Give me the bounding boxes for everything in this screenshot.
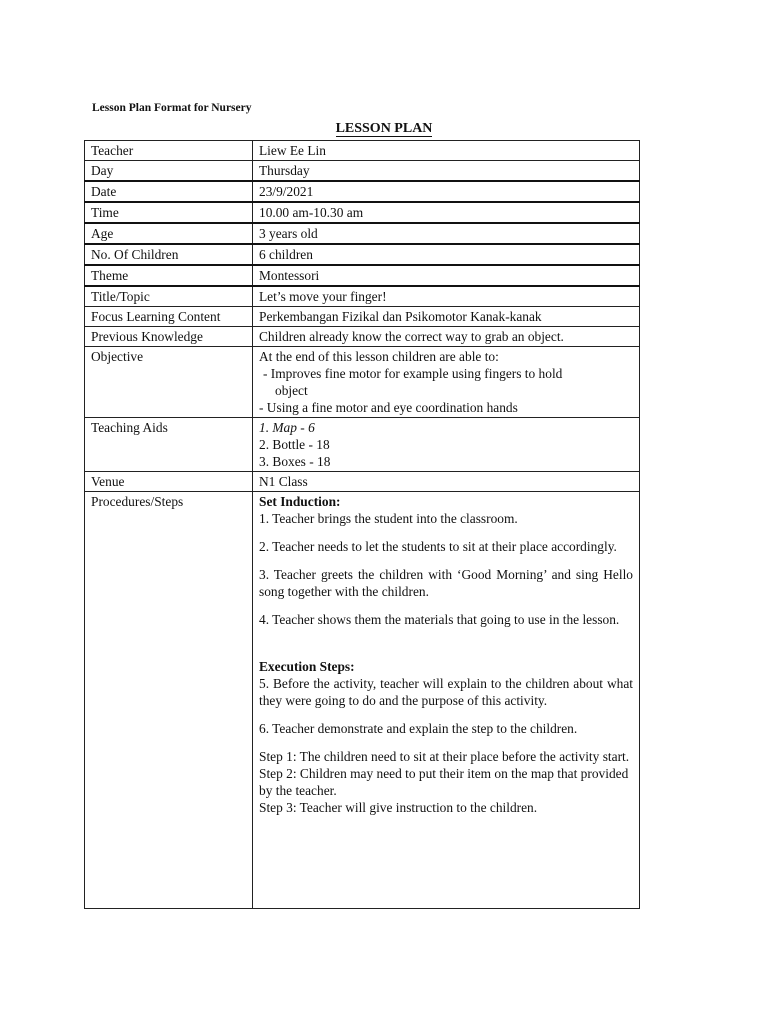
row-label: Date — [85, 181, 253, 202]
row-value: Perkembangan Fizikal dan Psikomotor Kanak-kanak — [253, 307, 640, 327]
procedure-step: 4. Teacher shows them the materials that going to use in the lesson. — [259, 612, 620, 627]
aid-item: 3. Boxes - 18 — [259, 454, 331, 469]
aid-item: 2. Bottle - 18 — [259, 437, 330, 452]
objective-cell — [253, 347, 640, 418]
row-label: Title/Topic — [85, 286, 253, 307]
procedure-step: 2. Teacher needs to let the students to sit at their place accordingly. — [259, 539, 617, 554]
table-row-focus — [85, 307, 640, 327]
activity-step: Step 1: The children need to sit at their place before the activity start. — [259, 749, 630, 764]
objective-item-1-cont: object — [275, 383, 308, 398]
objective-item-1: - Improves fine motor for example using fingers to hold — [263, 366, 563, 381]
teaching-aids-cell — [253, 418, 640, 472]
row-value: N1 Class — [253, 472, 640, 492]
table-row-previous-knowledge — [85, 327, 640, 347]
row-value: Thursday — [253, 161, 640, 182]
row-value: Let’s move your finger! — [253, 286, 640, 307]
table-row-teacher — [85, 141, 640, 161]
row-value: Liew Ee Lin — [253, 141, 640, 161]
row-value: Montessori — [253, 265, 640, 286]
row-value: 3 years old — [253, 223, 640, 244]
table-row-day — [85, 161, 640, 182]
row-label: Focus Learning Content — [85, 307, 253, 327]
procedure-step: 6. Teacher demonstrate and explain the step to the children. — [259, 721, 578, 736]
table-row-procedures — [85, 492, 640, 909]
aid-item: 1. Map - 6 — [259, 420, 315, 435]
execution-heading: Execution Steps: — [259, 659, 355, 674]
document-title — [0, 121, 768, 137]
table-row-children — [85, 244, 640, 265]
procedure-step: 3. Teacher greets the children with ‘Good Morning’ and sing Hello song together with the children. — [259, 567, 633, 599]
table-row-venue — [85, 472, 640, 492]
row-label: Teaching Aids — [85, 418, 253, 472]
row-value: 10.00 am-10.30 am — [253, 202, 640, 223]
document-caption: Lesson Plan Format for Nursery — [92, 102, 252, 114]
activity-step: Step 3: Teacher will give instruction to the children. — [259, 800, 538, 815]
row-value: Children already know the correct way to grab an object. — [253, 327, 640, 347]
document-title-text: LESSON PLAN — [335, 121, 433, 136]
objective-item-2: - Using a fine motor and eye coordination hands — [259, 400, 518, 415]
procedure-step: 1. Teacher brings the student into the classroom. — [259, 511, 518, 526]
procedure-step: 5. Before the activity, teacher will explain to the children about what they were going to do and the purpose of this activity. — [259, 676, 633, 708]
row-label: Day — [85, 161, 253, 182]
row-label: Age — [85, 223, 253, 244]
table-row-objective — [85, 347, 640, 418]
set-induction-heading: Set Induction: — [259, 494, 341, 509]
objective-intro: At the end of this lesson children are able to: — [259, 349, 499, 364]
procedures-cell — [253, 492, 640, 909]
activity-step: Step 2: Children may need to put their item on the map that provided by the teacher. — [259, 766, 629, 798]
lesson-plan-table — [84, 140, 640, 909]
table-row-theme — [85, 265, 640, 286]
row-value: 6 children — [253, 244, 640, 265]
row-label: Theme — [85, 265, 253, 286]
table-row-time — [85, 202, 640, 223]
row-label: Previous Knowledge — [85, 327, 253, 347]
table-row-teaching-aids — [85, 418, 640, 472]
row-label: Procedures/Steps — [85, 492, 253, 909]
table-row-age — [85, 223, 640, 244]
row-label: Time — [85, 202, 253, 223]
row-label: No. Of Children — [85, 244, 253, 265]
row-value: 23/9/2021 — [253, 181, 640, 202]
row-label: Venue — [85, 472, 253, 492]
table-row-date — [85, 181, 640, 202]
table-row-title — [85, 286, 640, 307]
row-label: Objective — [85, 347, 253, 418]
row-label: Teacher — [85, 141, 253, 161]
